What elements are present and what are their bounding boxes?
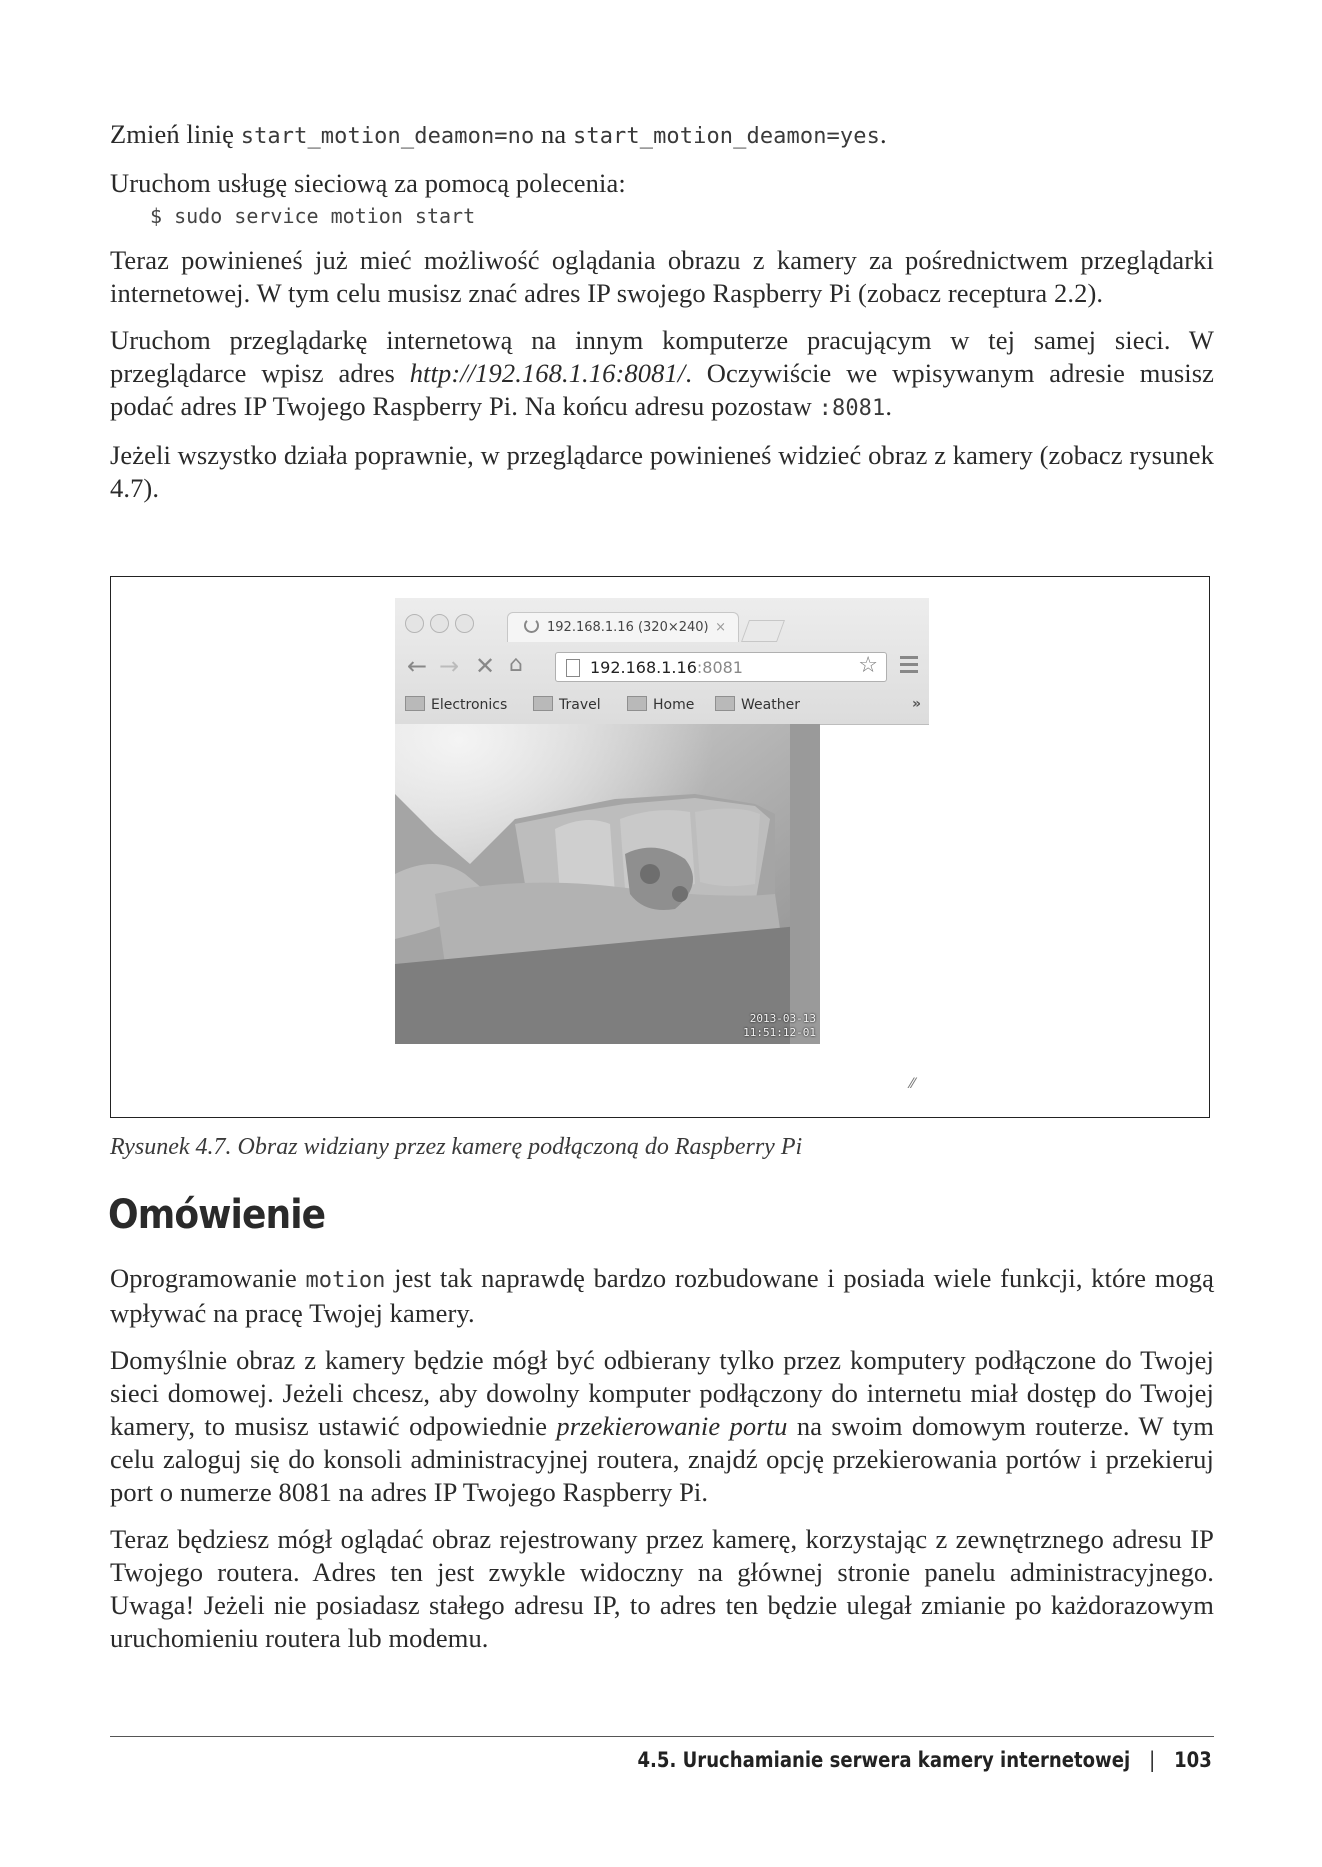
paragraph-browser-view: Teraz powinieneś już mieć możliwość oglądania obrazu z kamery za pośrednictwem przeglądarki internetowej. W tym celu musisz znać adres IP swojego Raspberry Pi (zobacz receptura 2.2).	[110, 245, 1214, 308]
paragraph-motion-software: Oprogramowanie motion jest tak naprawdę bardzo rozbudowane i posiada wiele funkcji, które mogą wpływać na pracę Twojej kamery.	[110, 1263, 1214, 1328]
camera-timestamp: 2013-03-13 11:51:12-01	[743, 1012, 816, 1039]
folder-icon	[533, 696, 553, 711]
navigation-row	[395, 648, 929, 688]
section-heading: Omówienie	[108, 1192, 326, 1238]
url-example: http://192.168.1.16:8081/	[409, 358, 686, 388]
code-inline-old: start_motion_deamon=no	[240, 124, 535, 149]
stop-icon: ✕	[475, 652, 496, 680]
bookmark-star-icon: ☆	[858, 653, 878, 678]
back-arrow-icon: ←	[407, 652, 428, 680]
folder-icon	[405, 696, 425, 711]
url-port: :8081	[696, 658, 743, 677]
bookmark-travel: Travel	[533, 696, 601, 713]
footer-separator: |	[1149, 1748, 1156, 1772]
window-controls	[405, 614, 480, 638]
page-number: 103	[1174, 1748, 1212, 1772]
tab-close-icon: ×	[715, 620, 726, 635]
address-bar	[555, 652, 887, 682]
page-footer	[638, 1748, 1212, 1772]
forward-arrow-icon: →	[439, 652, 460, 680]
zoom-window-icon	[455, 614, 474, 633]
bookmarks-more-icon: »	[911, 696, 921, 712]
folder-icon	[715, 696, 735, 711]
term-port-forwarding: przekierowanie portu	[556, 1411, 788, 1441]
menu-icon	[900, 656, 918, 677]
code-block: $ sudo service motion start	[150, 204, 476, 228]
footer-divider	[110, 1736, 1214, 1737]
paragraph-run-service: Uruchom usługę sieciową za pomocą polecenia:	[110, 168, 626, 198]
page-icon	[566, 659, 580, 677]
paragraph-port-forwarding: Domyślnie obraz z kamery będzie mógł być odbierany tylko przez komputery podłączone do Twojej sieci domowej. Jeżeli chcesz, aby dowolny komputer podłączony do internetu miał dostęp do Twojej kamery, to musisz ustawić odpowiednie przekierowanie portu na swoim domowym routerze. W tym celu zaloguj się do konsoli administracyjnej routera, znajdź opcję przekierowania portów i przekieruj port o numerze 8081 na adres IP Twojego Raspberry Pi.	[110, 1345, 1214, 1507]
paragraph-open-browser: Uruchom przeglądarkę internetową na innym komputerze pracującym w tej samej sieci. W przeglądarce wpisz adres http://192.168.1.16:8081/. Oczywiście we wpisywanym adresie musisz podać adres IP Twojego Raspberry Pi. Na końcu adresu pozostaw :8081.	[110, 325, 1214, 421]
page-top-text	[110, 118, 1214, 519]
minimize-window-icon	[430, 614, 449, 633]
bookmark-electronics: Electronics	[405, 696, 507, 713]
paragraph-change-line: Zmień linię start_motion_deamon=no na start_motion_deamon=yes.	[110, 119, 887, 149]
loading-icon	[524, 618, 539, 633]
url-host: 192.168.1.16	[590, 658, 697, 677]
paragraph-external-ip: Teraz będziesz mógł oglądać obraz rejestrowany przez kamerę, korzystając z zewnętrznego adresu IP Twojego routera. Adres ten jest zwykle widoczny na głównej stronie panelu administracyjnego. Uwaga! Jeżeli nie posiadasz stałego adresu IP, to adres ten będzie ulegał zmianie po każdorazowym uruchomieniu routera lub modemu.	[110, 1524, 1214, 1653]
tab-title: 192.168.1.16 (320×240)	[547, 620, 709, 635]
camera-photo	[395, 724, 820, 1044]
close-window-icon	[405, 614, 424, 633]
bookmark-home: Home	[627, 696, 694, 713]
paragraph-if-works: Jeżeli wszystko działa poprawnie, w przeglądarce powinieneś widzieć obraz z kamery (zobacz rysunek 4.7).	[110, 440, 1214, 503]
folder-icon	[627, 696, 647, 711]
browser-tab	[507, 612, 739, 642]
footer-section-title: 4.5. Uruchamianie serwera kamery internetowej	[637, 1748, 1131, 1772]
new-tab-button	[741, 620, 785, 642]
page-bottom-text	[110, 1262, 1214, 1669]
bookmark-weather: Weather	[715, 696, 800, 713]
home-icon: ⌂	[509, 652, 523, 677]
resize-grip-icon: ⁄⁄	[910, 1076, 915, 1092]
code-inline-port: :8081	[818, 396, 886, 421]
browser-screenshot	[395, 598, 929, 1046]
bookmarks-bar	[395, 692, 929, 720]
camera-image	[395, 724, 820, 1044]
code-inline-new: start_motion_deamon=yes	[573, 124, 880, 149]
browser-chrome	[395, 598, 929, 725]
figure-caption: Rysunek 4.7. Obraz widziany przez kamerę podłączoną do Raspberry Pi	[110, 1134, 803, 1160]
code-inline-motion: motion	[305, 1268, 386, 1293]
